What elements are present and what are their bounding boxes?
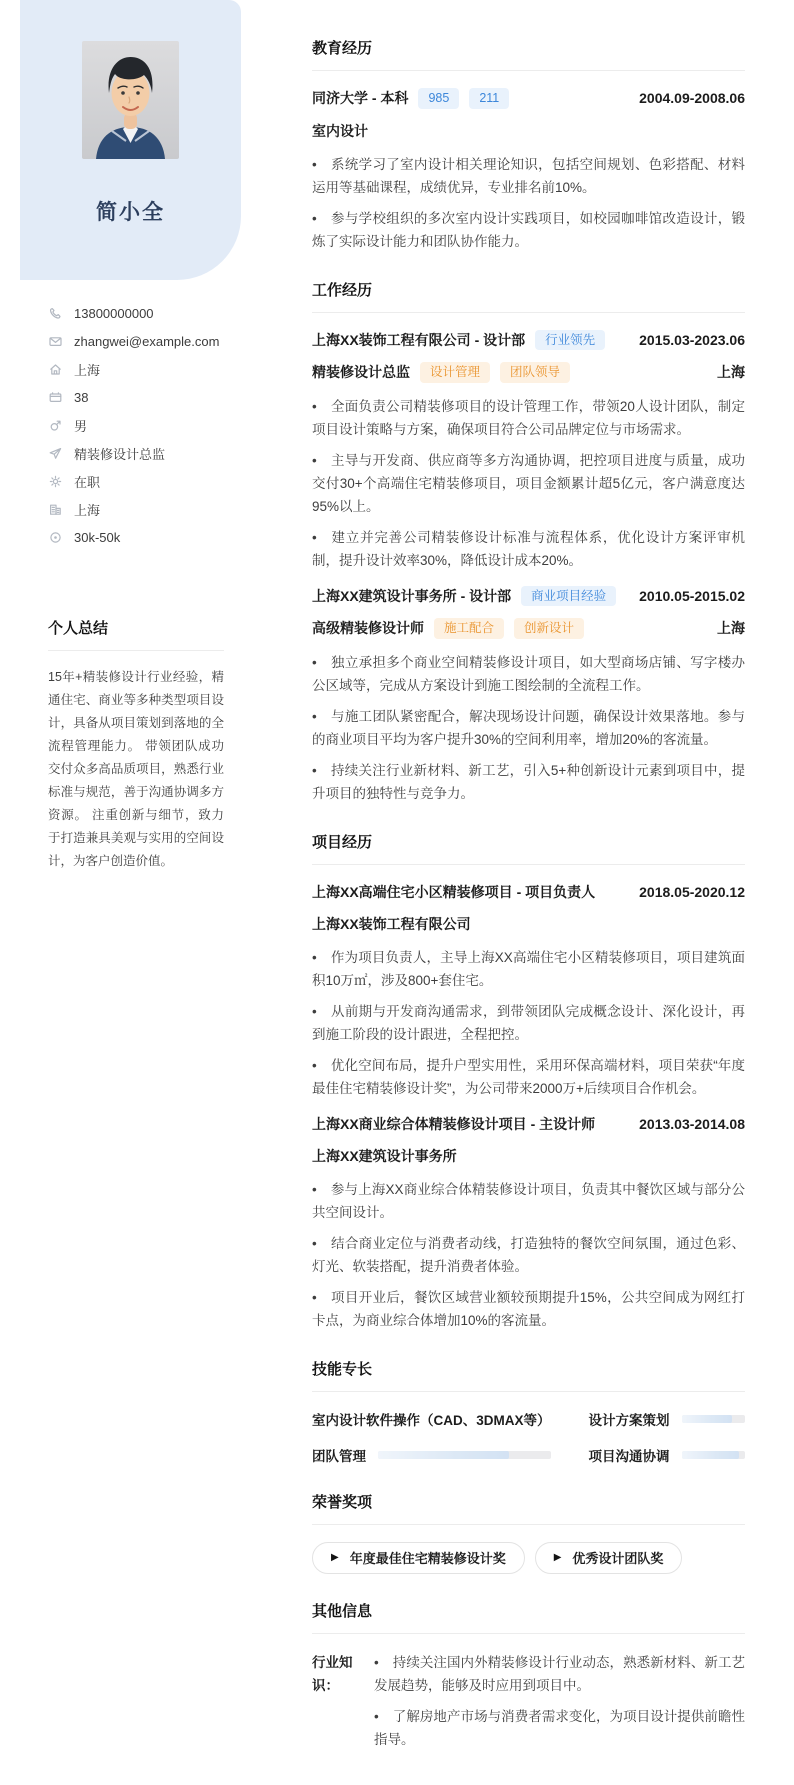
contact-age-value: 38 — [74, 389, 89, 405]
other-info-section — [312, 1600, 745, 1759]
project-item — [312, 1114, 745, 1332]
personal-summary-section — [48, 617, 224, 873]
person-name: 简小全 — [96, 201, 165, 224]
project-bullet: • 作为项目负责人，主导上海XX高端住宅小区精装修项目，项目建筑面积10万㎡，涉及800+套住宅。 — [312, 946, 745, 992]
skill-label: 设计方案策划 — [588, 1412, 670, 1428]
home-icon — [48, 362, 62, 376]
phone-icon — [48, 306, 62, 320]
project-date: 2018.05-2020.12 — [639, 883, 745, 900]
contact-list — [48, 299, 268, 551]
education-date: 2004.09-2008.06 — [639, 90, 745, 107]
work-bullet: • 持续关注行业新材料、新工艺，引入5+种创新设计元素到项目中，提升项目的独特性与竞争力。 — [312, 759, 745, 805]
work-bullet: • 建立并完善公司精装修设计标准与流程体系，优化设计方案评审机制，提升设计效率30%，降低设计成本20%。 — [312, 526, 745, 572]
skill-bar — [378, 1451, 551, 1459]
award-label: 优秀设计团队奖 — [572, 1551, 664, 1566]
awards-section — [312, 1491, 745, 1574]
other-info-title: 其他信息 — [312, 1600, 745, 1634]
work-item — [312, 586, 745, 805]
contact-status-value: 在职 — [74, 474, 101, 490]
contact-salary-value: 30k-50k — [74, 529, 121, 545]
role-badge: 施工配合 — [434, 618, 504, 639]
role-badge: 设计管理 — [420, 362, 490, 383]
contact-age — [48, 383, 268, 411]
company-name: 上海XX建筑设计事务所 - 设计部 — [312, 587, 512, 604]
project-bullet: • 参与上海XX商业综合体精装修设计项目，负责其中餐饮区域与部分公共空间设计。 — [312, 1178, 745, 1224]
education-item — [312, 88, 745, 253]
skill-bar — [682, 1415, 745, 1423]
education-major: 室内设计 — [312, 122, 368, 139]
project-company: 上海XX建筑设计事务所 — [312, 1147, 457, 1164]
sidebar — [0, 0, 268, 1785]
project-bullet: • 结合商业定位与消费者动线，打造独特的餐饮空间氛围，通过色彩、灯光、软装搭配，提升消费者体验。 — [312, 1232, 745, 1278]
role-badge: 创新设计 — [514, 618, 584, 639]
work-item — [312, 330, 745, 572]
skill-bar — [682, 1451, 745, 1459]
contact-status — [48, 467, 268, 495]
projects-title: 项目经历 — [312, 831, 745, 865]
awards-title: 荣誉奖项 — [312, 1491, 745, 1525]
contact-email — [48, 327, 268, 355]
skills-section — [312, 1358, 745, 1465]
job-role: 精装修设计总监 — [312, 364, 410, 381]
age-icon — [48, 390, 62, 404]
education-bullet: • 系统学习了室内设计相关理论知识，包括空间规划、色彩搭配、材料运用等基础课程，成绩优异，专业排名前10%。 — [312, 153, 745, 199]
work-title: 工作经历 — [312, 279, 745, 313]
position-icon — [48, 446, 62, 460]
contact-location — [48, 355, 268, 383]
play-icon: ▶ — [553, 1551, 562, 1563]
personal-summary-title: 个人总结 — [48, 617, 224, 651]
work-bullet: • 独立承担多个商业空间精装修设计项目，如大型商场店铺、写字楼办公区域等，完成从方案设计到施工图绘制的全流程工作。 — [312, 651, 745, 697]
award-chip[interactable] — [535, 1542, 683, 1574]
edu-badge-985: 985 — [418, 88, 459, 109]
mail-icon — [48, 334, 62, 348]
contact-location-value: 上海 — [74, 362, 101, 378]
skill-bar-fill — [682, 1415, 733, 1423]
other-bullet: • 了解房地产市场与消费者需求变化，为项目设计提供前瞻性指导。 — [374, 1705, 745, 1751]
contact-salary — [48, 523, 268, 551]
work-bullet: • 主导与开发商、供应商等多方沟通协调，把控项目进度与质量，成功交付30+个高端住宅精装修项目，项目金额累计超5亿元，客户满意度达95%以上。 — [312, 449, 745, 518]
salary-icon — [48, 530, 62, 544]
contact-city-value: 上海 — [74, 502, 101, 518]
work-date: 2015.03-2023.06 — [639, 331, 745, 348]
project-company: 上海XX装饰工程有限公司 — [312, 915, 471, 932]
resume-main — [268, 0, 794, 1785]
job-role: 高级精装修设计师 — [312, 620, 424, 637]
company-badge: 行业领先 — [535, 330, 605, 351]
work-bullet: • 全面负责公司精装修项目的设计管理工作，带领20人设计团队，制定项目设计策略与方案，确保项目符合公司品牌定位与市场需求。 — [312, 395, 745, 441]
education-title: 教育经历 — [312, 37, 745, 71]
school-degree: 同济大学 - 本科 — [312, 90, 409, 107]
project-bullet: • 项目开业后，餐饮区域营业额较预期提升15%，公共空间成为网红打卡点，为商业综合体增加10%的客流量。 — [312, 1286, 745, 1332]
skill-item — [589, 1445, 745, 1465]
award-label: 年度最佳住宅精装修设计奖 — [349, 1551, 506, 1566]
profile-photo — [82, 41, 179, 159]
personal-summary-text: 15年+精装修设计行业经验，精通住宅、商业等多种类型项目设计，具备从项目策划到落地的全流程管理能力。 带领团队成功交付众多高品质项目，熟悉行业标准与规范，善于沟通协调多方资源。 注重创新与细节，致力于打造兼具美观与实用的空间设计，为客户创造价值。 — [48, 670, 224, 868]
gender-icon — [48, 418, 62, 432]
project-name: 上海XX高端住宅小区精装修项目 - 项目负责人 — [312, 883, 596, 900]
skill-label: 项目沟通协调 — [588, 1448, 670, 1464]
education-section — [312, 37, 745, 253]
edu-badge-211: 211 — [469, 88, 509, 109]
project-bullet: • 从前期与开发商沟通需求，到带领团队完成概念设计、深化设计，再到施工阶段的设计跟进，全程把控。 — [312, 1000, 745, 1046]
skill-label: 团队管理 — [312, 1448, 366, 1464]
work-bullet: • 与施工团队紧密配合，解决现场设计问题，确保设计效果落地。参与的商业项目平均为客户提升30%的空间利用率，增加20%的客流量。 — [312, 705, 745, 751]
project-date: 2013.03-2014.08 — [639, 1115, 745, 1132]
contact-gender-value: 男 — [74, 418, 88, 434]
contact-email-value: zhangwei@example.com — [74, 333, 220, 349]
contact-phone — [48, 299, 268, 327]
company-name: 上海XX装饰工程有限公司 - 设计部 — [312, 331, 526, 348]
work-section — [312, 279, 745, 805]
play-icon: ▶ — [331, 1551, 339, 1563]
contact-city — [48, 495, 268, 523]
work-location: 上海 — [717, 364, 745, 381]
company-badge: 商业项目经验 — [521, 586, 616, 607]
profile-photo-image — [82, 41, 179, 159]
project-item — [312, 882, 745, 1100]
profile-panel — [20, 0, 241, 280]
role-badge: 团队领导 — [500, 362, 570, 383]
status-icon — [48, 474, 62, 488]
other-info-label: 行业知识： — [312, 1654, 353, 1693]
contact-phone-value: 13800000000 — [74, 305, 154, 321]
skill-bar-fill — [682, 1451, 740, 1459]
city-icon — [48, 502, 62, 516]
skill-item — [589, 1409, 745, 1429]
work-date: 2010.05-2015.02 — [639, 587, 745, 604]
skill-bar-fill — [378, 1451, 509, 1459]
project-name: 上海XX商业综合体精装修设计项目 - 主设计师 — [312, 1115, 596, 1132]
education-bullet: • 参与学校组织的多次室内设计实践项目，如校园咖啡馆改造设计，锻炼了实际设计能力和团队协作能力。 — [312, 207, 745, 253]
skill-label: 室内设计软件操作（CAD、3DMAX等） — [312, 1412, 551, 1428]
contact-gender — [48, 411, 268, 439]
skill-item — [312, 1409, 551, 1429]
other-bullet: • 持续关注国内外精装修设计行业动态，熟悉新材料、新工艺发展趋势，能够及时应用到项目中。 — [374, 1651, 745, 1697]
award-chip[interactable] — [312, 1542, 525, 1574]
projects-section — [312, 831, 745, 1332]
contact-position-value: 精装修设计总监 — [74, 446, 166, 462]
skill-item — [312, 1445, 551, 1465]
skills-title: 技能专长 — [312, 1358, 745, 1392]
project-bullet: • 优化空间布局，提升户型实用性，采用环保高端材料，项目荣获“年度最佳住宅精装修设计奖”，为公司带来2000万+后续项目合作机会。 — [312, 1054, 745, 1100]
contact-position — [48, 439, 268, 467]
work-location: 上海 — [717, 620, 745, 637]
